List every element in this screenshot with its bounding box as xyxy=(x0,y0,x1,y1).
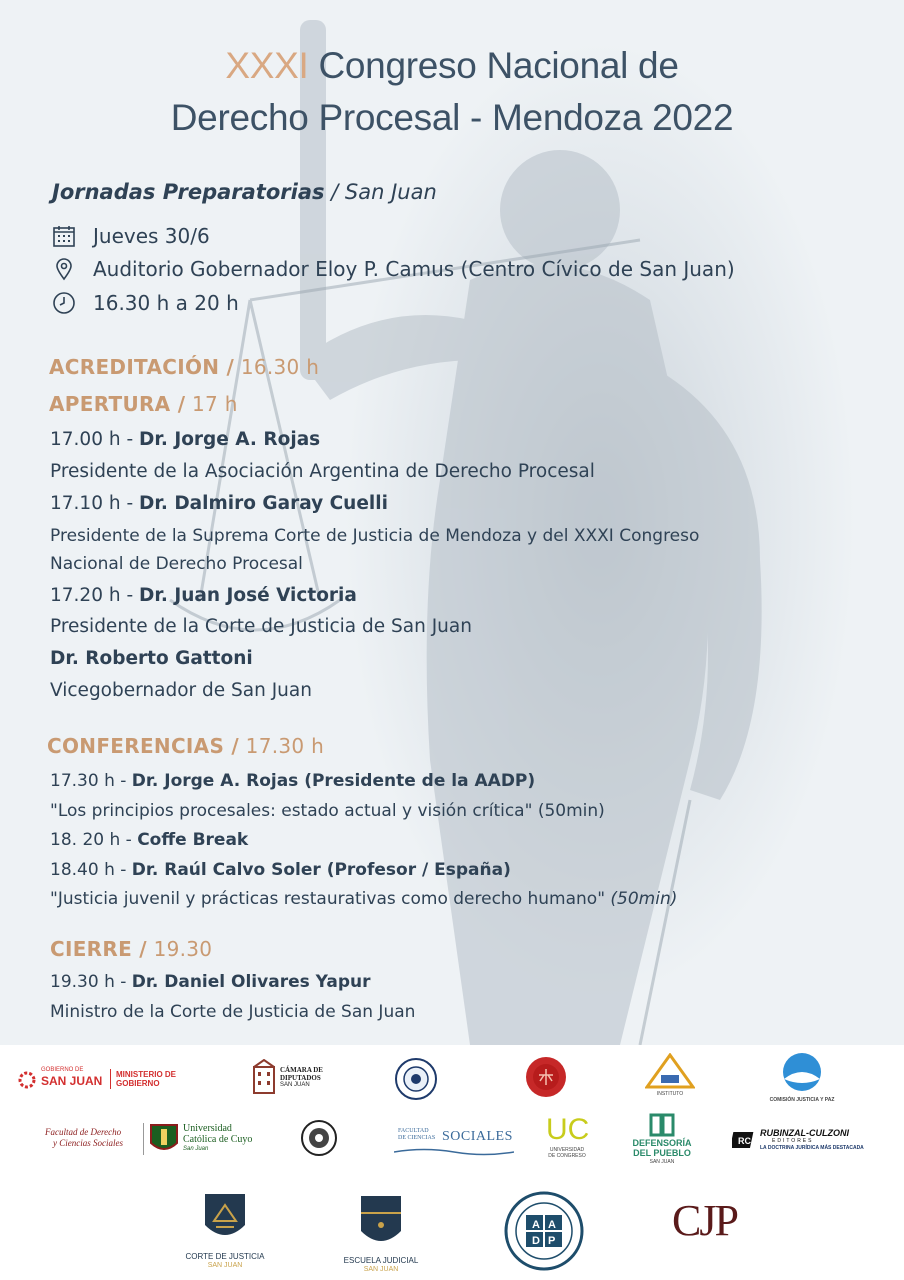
logo-rubinzal-culzoni xyxy=(732,1127,868,1155)
camara-line-a: CÁMARA DE xyxy=(280,1066,323,1074)
logo-ucc-facultad xyxy=(45,1121,285,1159)
item-name: Dr. Jorge A. Rojas xyxy=(139,429,321,450)
section-conferencias xyxy=(47,734,324,758)
ucc-line-b: Católica de Cuyo xyxy=(183,1134,253,1145)
gob-line-b: SAN JUAN xyxy=(41,1074,103,1088)
item-name: Dr. Raúl Calvo Soler (Profesor / España) xyxy=(131,860,511,880)
item-name: Dr. Daniel Olivares Yapur xyxy=(131,972,371,992)
triangle-emblem-icon xyxy=(645,1053,695,1089)
ucc-shield-icon xyxy=(149,1123,179,1155)
camara-line-c: SAN JUAN xyxy=(280,1082,310,1088)
gob-line-a: GOBIERNO DE xyxy=(41,1067,84,1073)
uc-line-b: UNIVERSIDAD xyxy=(549,1147,585,1153)
apertura-item-2-role2: Nacional de Derecho Procesal xyxy=(50,554,303,574)
rub-line-b: EDITORES xyxy=(772,1138,814,1144)
conferencias-label: CONFERENCIAS / xyxy=(47,734,240,758)
title-accent: XXXI xyxy=(225,45,309,86)
subtitle-rest: / San Juan xyxy=(324,180,437,204)
item-time: 18.40 h - xyxy=(50,860,132,880)
escuela-shield-icon xyxy=(358,1193,404,1251)
item-name: Dr. Dalmiro Garay Cuelli xyxy=(139,493,388,514)
title-line1: Congreso Nacional de xyxy=(318,45,679,86)
cierre-label: CIERRE / xyxy=(50,937,147,961)
escuela-line-b: SAN JUAN xyxy=(363,1266,399,1273)
corte-line-b: SAN JUAN xyxy=(207,1262,243,1269)
logo-escuela-judicial xyxy=(336,1193,426,1279)
aadp-letter-4: P xyxy=(548,1235,556,1247)
cierre-time: 19.30 xyxy=(146,937,213,961)
subtitle xyxy=(52,180,437,204)
item-name: Dr. Juan José Victoria xyxy=(139,585,357,606)
corte-line-a: CORTE DE JUSTICIA xyxy=(185,1252,265,1261)
conf-item-1 xyxy=(50,771,535,791)
subtitle-bold: Jornadas Preparatorias xyxy=(52,180,325,204)
topic-duration: (50min) xyxy=(610,889,678,909)
cierre-item xyxy=(50,972,371,992)
seal-logo-1 xyxy=(394,1057,438,1101)
apertura-item-1 xyxy=(50,429,320,450)
corte-shield-icon xyxy=(202,1191,248,1247)
item-name: Dr. Jorge A. Rojas (Presidente de la AADP) xyxy=(131,771,536,791)
calendar-icon xyxy=(52,224,76,248)
wave-icon xyxy=(394,1147,514,1157)
info-hours xyxy=(52,291,239,315)
logo-camara-diputados xyxy=(252,1059,342,1099)
item-time: 17.30 h - xyxy=(50,771,132,791)
coffee-break xyxy=(50,830,248,850)
apertura-item-2-role1: Presidente de la Suprema Corte de Justicia de Mendoza y del XXXI Congreso xyxy=(50,526,700,546)
acreditacion-label: ACREDITACIÓN / xyxy=(49,355,235,379)
clock-icon xyxy=(52,291,76,315)
item-name: Coffe Break xyxy=(137,830,249,850)
apertura-item-2 xyxy=(50,493,388,514)
date-text: Jueves 30/6 xyxy=(93,224,210,248)
info-place xyxy=(52,257,735,281)
fac-line-a: Facultad de Derecho xyxy=(45,1127,122,1137)
seal-logo-2 xyxy=(300,1119,338,1157)
section-cierre xyxy=(50,937,212,961)
item-time: 18. 20 h - xyxy=(50,830,138,850)
apertura-item-1-role: Presidente de la Asociación Argentina de Derecho Procesal xyxy=(50,461,595,482)
item-time: 17.00 h - xyxy=(50,429,140,450)
logo-gobierno-san-juan xyxy=(16,1067,176,1095)
apertura-item-4-role: Vicegobernador de San Juan xyxy=(50,680,312,701)
gob-line-c: MINISTERIO DE xyxy=(116,1070,177,1079)
section-acreditacion xyxy=(49,355,319,379)
escuela-line-a: ESCUELA JUDICIAL xyxy=(343,1256,419,1265)
rub-line-a: RUBINZAL-CULZONI xyxy=(760,1128,849,1138)
info-date xyxy=(52,224,210,248)
acreditacion-time: 16.30 h xyxy=(234,355,320,379)
hands-globe-icon xyxy=(776,1051,828,1093)
sponsor-logos xyxy=(0,1045,904,1280)
defensoria-icon xyxy=(649,1113,675,1137)
logo-defensoria-pueblo xyxy=(630,1113,694,1167)
logo-corte-justicia-san-juan xyxy=(180,1191,270,1277)
ucc-line-c: San Juan xyxy=(183,1146,209,1152)
apertura-time: 17 h xyxy=(185,392,238,416)
camara-line-b: DIPUTADOS xyxy=(280,1074,321,1082)
rc-book-icon xyxy=(732,1129,756,1151)
building-icon xyxy=(252,1059,276,1095)
logo-universidad-congreso xyxy=(544,1115,590,1161)
aadp-letter-3: D xyxy=(532,1235,540,1247)
section-apertura xyxy=(49,392,238,416)
apertura-item-3 xyxy=(50,585,357,606)
fcs-line-a: FACULTAD xyxy=(398,1128,429,1134)
item-time: 19.30 h - xyxy=(50,972,132,992)
rub-line-c: LA DOCTRINA JURÍDICA MÁS DESTACADA xyxy=(760,1145,864,1151)
ucc-line-a: Universidad xyxy=(183,1123,232,1134)
place-text: Auditorio Gobernador Eloy P. Camus (Centro Cívico de San Juan) xyxy=(93,257,735,281)
apertura-item-3-role: Presidente de la Corte de Justicia de San Juan xyxy=(50,616,472,637)
location-pin-icon xyxy=(52,257,76,281)
event-title xyxy=(0,40,904,144)
conferencias-time: 17.30 h xyxy=(239,734,325,758)
conf-item-2-topic xyxy=(50,889,677,909)
logo-facultad-ciencias-sociales xyxy=(394,1123,514,1157)
aadp-letter-1: A xyxy=(532,1219,540,1231)
conf-item-2 xyxy=(50,860,511,880)
def-line-c: SAN JUAN xyxy=(649,1159,675,1165)
apertura-label: APERTURA / xyxy=(49,392,186,416)
def-line-a: DEFENSORÍA xyxy=(632,1138,692,1148)
hours-text: 16.30 h a 20 h xyxy=(93,291,239,315)
logo-instituto-procesal: INSTITUTO xyxy=(640,1053,700,1103)
sun-icon xyxy=(16,1069,38,1091)
gob-line-d: GOBIERNO xyxy=(116,1079,160,1088)
aadp-letter-2: A xyxy=(548,1219,556,1231)
logo-cjp: CJP xyxy=(672,1196,737,1245)
logo-comision-justicia-paz xyxy=(770,1051,834,1107)
topic-text: "Justicia juvenil y prácticas restaurativas como derecho humano" xyxy=(50,889,611,909)
fac-line-b: y Ciencias Sociales xyxy=(53,1138,123,1148)
item-time: 17.20 h - xyxy=(50,585,140,606)
wax-seal-logo xyxy=(524,1055,568,1099)
def-line-b: DEL PUEBLO xyxy=(633,1148,691,1158)
conf-item-1-topic: "Los principios procesales: estado actual y visión crítica" (50min) xyxy=(50,801,605,821)
fcs-line-c: SOCIALES xyxy=(442,1129,513,1144)
comision-text: COMISIÓN JUSTICIA Y PAZ xyxy=(769,1097,835,1103)
fcs-line-b: DE CIENCIAS xyxy=(398,1135,436,1141)
cierre-item-role: Ministro de la Corte de Justicia de San Juan xyxy=(50,1002,416,1022)
logo-aadp xyxy=(504,1191,584,1271)
svg-text:RC: RC xyxy=(738,1136,751,1146)
item-name: Dr. Roberto Gattoni xyxy=(50,648,253,669)
apertura-item-4 xyxy=(50,648,253,669)
title-line2: Derecho Procesal - Mendoza 2022 xyxy=(170,97,734,138)
uc-mark: UC xyxy=(546,1113,590,1146)
item-time: 17.10 h - xyxy=(50,493,140,514)
uc-line-c: DE CONGRESO xyxy=(548,1153,586,1159)
